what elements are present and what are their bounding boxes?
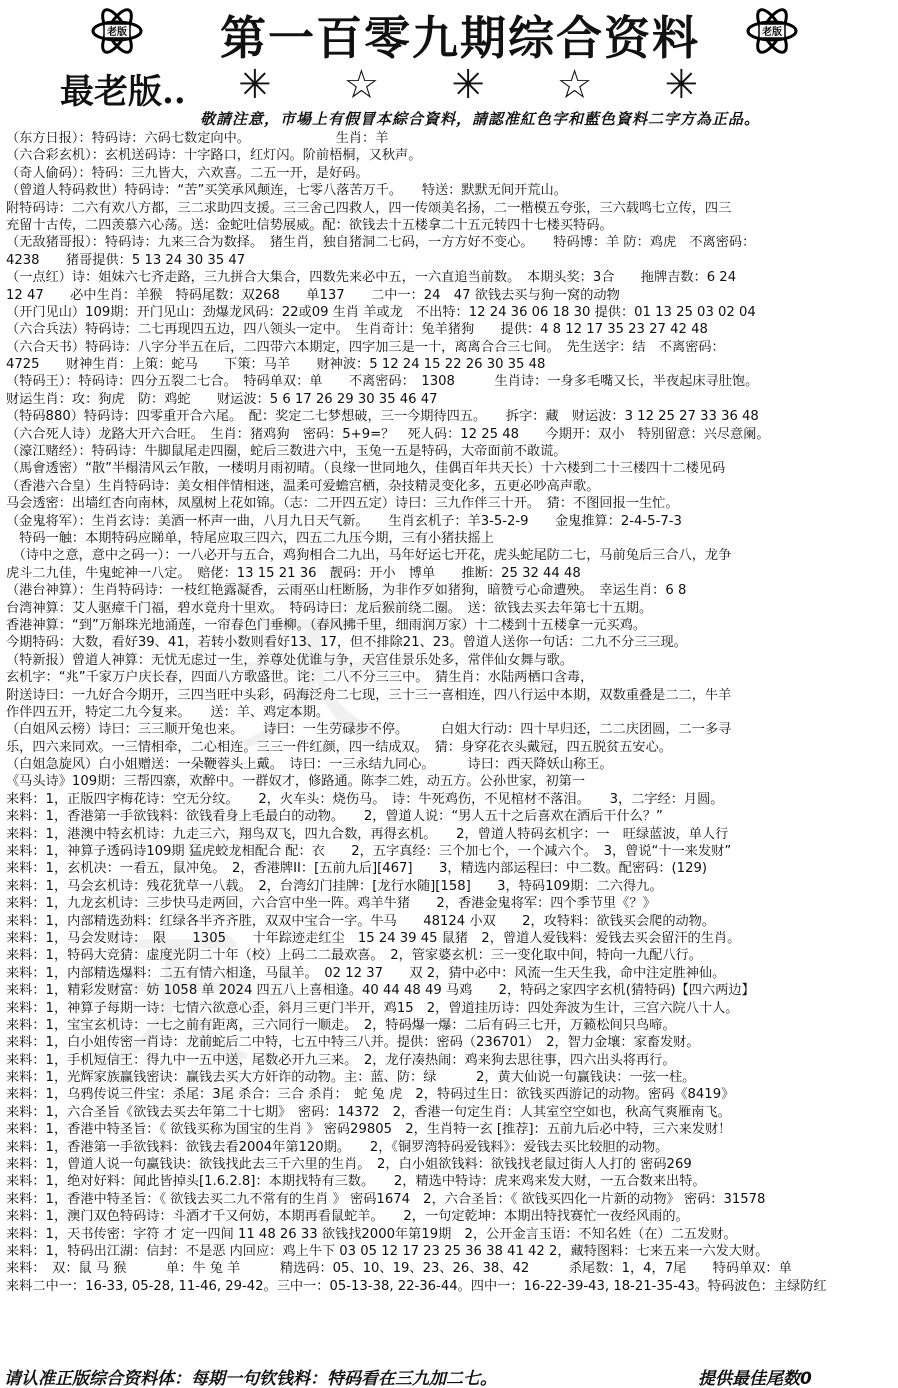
text-line: 来料：1，马会发财诗： 限 1305 十年踪迹走红尘 15 24 39 45 鼠猪 2，曾道人爱钱料：爱钱去买会留汗的生肖。 bbox=[6, 930, 741, 946]
text-line: 4238 猪哥提供：5 13 24 30 35 47 bbox=[6, 252, 246, 268]
text-line: 《马头诗》109期：三帮四寨，欢醉中。一群奴才，修路通。陈李二姓，动五方。公孙世家，初第一 bbox=[6, 774, 586, 790]
text-line: 来料：1，手机短信王：得九中一五中送，尾数必开九三来。 2，龙仔凑热闹：鸡来狗去思往事，四六出头将再行。 bbox=[6, 1052, 676, 1068]
text-line: 附送诗曰：一九好合今期开，三四当旺中头彩，码海泛舟二七现，三十三一喜相连，四八行运中本期，双数重叠是二二，牛羊 bbox=[6, 687, 732, 703]
atom-logo-icon bbox=[90, 4, 144, 58]
content-body bbox=[6, 130, 894, 1295]
text-line: 来料：1，宝宝玄机诗：一七之前有距离，三六同行一顺走。 2，特码爆一爆：二后有码三七开，万籁松间只鸟啼。 bbox=[6, 1017, 676, 1033]
star-icon: ☆ bbox=[556, 62, 593, 108]
text-line: 来料： 双：鼠 马 猴 单：牛 兔 羊 精选码：05、10、19、23、26、38、42 杀尾数：1，4，7尾 特码单双：单 bbox=[6, 1261, 792, 1277]
text-line: 来料：1，玄机决：一看五，鼠冲兔。 2，香港牌II：[五前九后][467] 3，精选内部运程曰：中二数。配密码：(129) bbox=[6, 861, 707, 877]
text-line: 来料：1，马会玄机诗：残花犹草一八载。 2，台湾幻门挂牌：[龙行水随][158] 3，特码109期：二六得九。 bbox=[6, 878, 663, 894]
text-line: 财运生肖：攻：狗虎 防：鸡蛇 财运波：5 6 17 26 29 30 35 46 47 bbox=[6, 391, 438, 407]
text-line: 特码一触：本期特码应睇单，特尾应取三四六，四五二九压今期，三有小猪扶摇上 bbox=[6, 530, 494, 546]
text-line: 来料：1，精彩发财富：妨 1058 单 2024 四五八上喜相逢。40 44 48 49 马鸡 2，特码之家四字玄机(猜特码)【四六两边】 bbox=[6, 983, 755, 999]
asterisk-icon: ✳ bbox=[451, 62, 485, 108]
text-line: （一点红）诗：姐妹六七齐走路，三九拼合大集合，四数先来必中五，一六直追当前数。 本期头奖：3合 拖牌吉数：6 24 bbox=[6, 270, 737, 286]
text-line: 来料：1，神算子每期一诗：七情六欲意心歪，斜月三更门半开，鸡15 2，曾道挂历诗：四处奔波为生计，三宫六院八十人。 bbox=[6, 1000, 739, 1016]
text-line: （濠江赌经）：特码诗：牛脚鼠尾走四圈，蛇后三数进六中，玉兔一五是特码，大帝面前不敢谎。 bbox=[6, 444, 567, 460]
text-line: 来料：1，神算子透码诗109期 猛虎蛟龙相配合 配：衣 2，五字真经：三个加七个，一个减六个。 3，曾说“十一来发财” bbox=[6, 844, 732, 860]
text-line: （诗中之意，意中之码一）：一八必开与五合，鸡狗相合二九出，马年好运七开花，虎头蛇尾防二七，马前兔后三合八，龙争 bbox=[6, 548, 732, 564]
edition-row bbox=[0, 62, 898, 112]
header bbox=[0, 0, 898, 65]
watermark: 天 bbox=[100, 913, 251, 1089]
text-line: （六合兵法）特码诗：二七再现四五边，四八领头一定中。 生肖奇计：兔羊猪狗 提供：4 8 12 17 35 23 27 42 48 bbox=[6, 322, 708, 338]
text-line: 来料：1，香港中特圣旨：《 欲钱去买二九不常有的生肖 》 密码1674 2，六合圣旨：《 欲钱买四化一片新的动物》 密码：31578 bbox=[6, 1191, 766, 1207]
text-line: 马会透密：出墙红杏向南林，凤凰树上花如锦。（志：二开四五定）诗曰：三九作伴三十开。 猜：不图回报一生忙。 bbox=[6, 496, 679, 512]
authenticity-notice: 敬請注意，市場上有假冒本綜合資料，請認准紅色字和藍色資料二字方為正品。 bbox=[200, 110, 761, 128]
footer-slogan: 请认准正版综合资料体：每期一句钦钱料：特码看在三九加二七。 bbox=[4, 1369, 497, 1388]
text-line: （东方日报）：特码诗：六码七数定向中。 生肖：羊 bbox=[6, 131, 389, 146]
text-line: 来料：1，澳门双色特码诗：斗酒才千又何妨，本期再看鼠蛇羊。 2，一句定乾坤：本期出特找赛忙一夜经风雨的。 bbox=[6, 1209, 689, 1225]
text-line: 香港神算：“到”万斛珠光地涌莲，一帘春色门垂柳。（春风拂千里，细雨润万家）十二楼到十五楼拿一元买鸡。 bbox=[6, 617, 647, 633]
text-line: 来料：1，绝对好料：闻此皆掉头[1.6.2.8]：本期找特有三数。 2，精选中特诗：虎来鸡来发大财，一五合数来出特。 bbox=[6, 1174, 706, 1190]
text-line: （香港六合皇）生肖特码诗：美女相伴情相迷，温柔可爱蟾宫栖，杂技精灵变化多，五更必吵高声歌。 bbox=[6, 478, 600, 494]
svg-text:老版: 老版 bbox=[107, 27, 127, 38]
text-line: 来料：1，曾道人说一句赢钱诀：欲钱找此去三千六里的生肖。 2，白小姐欲钱料：欲钱找老鼠过街人人打的 密码269 bbox=[6, 1157, 692, 1173]
text-line: （馬會透密）“散”半榻清风云乍散，一楼明月雨初晴。（良缘一世同地久，佳偶百年共天长）十六楼到二十三楼四十二楼见码 bbox=[6, 461, 726, 477]
text-line: 台湾神算：艾人驱瘴千门福，碧水竟舟十里欢。 特码诗曰：龙后猴前绕二圈。 送：欲钱去买去年第七十五期。 bbox=[6, 600, 653, 616]
text-line: （开门见山）109期：开门见山：劲爆龙风码：22或09 生肖 羊或龙 不出特：12 24 36 06 18 30 提供：01 13 25 03 02 04 bbox=[6, 304, 756, 320]
text-line: （无敌猪哥报）：特码诗：九来三合为数择。 猪生肖，独自猪洞二七码，一方方好不变心。 特码博：羊 防：鸡虎 不离密码： bbox=[6, 235, 756, 251]
text-line: （特码880）特码诗：四零重开合六尾。 配：奖定二七梦想破，三一今期待四五。 拆字：藏 财运波：3 12 25 27 33 36 48 bbox=[6, 409, 759, 425]
text-line: 12 47 必中生肖：羊猴 特码尾数：双268 单137 二中一：24 47 欲钱去买与狗一窝的动物 bbox=[6, 287, 620, 303]
footer bbox=[4, 1364, 894, 1388]
text-line: 来料：1，香港中特圣旨：《 欲钱买称为国宝的生肖 》 密码29805 2，生肖特一玄 [推荐]：五前九后必中特，三六来发财！ bbox=[6, 1122, 732, 1138]
text-line: 来料：1，六合圣旨《欲钱去买去年第二十七期》 密码：14372 2，香港一句定生肖：人其室空空如也，秋高气爽雁南飞。 bbox=[6, 1104, 731, 1120]
text-line: 来料：1，内部精选爆料：二五有情六相逢，马鼠羊。 02 12 37 双 2，猜中必中：风流一生天生我，命中注定胜神仙。 bbox=[6, 965, 726, 981]
text-line: （六合死人诗）龙路大开六合旺。 生肖：猪鸡狗 密码：5+9=？ 死人码：12 25 48 今期开：双小 特别留意：兴尽意阑。 bbox=[6, 426, 770, 442]
svg-text:老版: 老版 bbox=[762, 27, 782, 38]
star-row bbox=[238, 62, 698, 108]
text-line: （港台神算）：生肖特码诗：一枝红艳露凝香，云雨巫山枉断肠，为非作歹如猪狗，暗赞亏心命遭殃。 幸运生肖：6 8 bbox=[6, 583, 687, 599]
edition-label: 最老版.. bbox=[60, 72, 186, 112]
star-icon: ☆ bbox=[343, 62, 380, 108]
text-line: 4725 财神生肖：上策：蛇马 下策：马羊 财神波：5 12 24 15 22 26 30 35 48 bbox=[6, 357, 546, 373]
text-line: （白姐急旋风）白小姐赠送：一朵鞭蓉头上戴。 诗曰：一三永结九同心。 诗曰：西天降妖山称王。 bbox=[6, 757, 613, 773]
text-line: 玄机字：“兆”千家万户庆长春，四面八方歌盛世。诧：二八不分三三中。 猜生肖：水陆两栖口含毒， bbox=[6, 670, 594, 686]
text-line: 今期特码：大数，看好39、41，若转小数则看好13、17，但不排除21、23。曾道人送你一句话：二九不分三三现。 bbox=[6, 635, 687, 651]
text-line: 来料：1，香港第一手欲钱料：欲钱看身上毛最白的动物。 2，曾道人说：“男人五十之后喜欢在酒后干什么？” bbox=[6, 809, 663, 825]
text-line: 作伴四五开，特定二九今复来。 送：羊、鸡定本期。 bbox=[6, 704, 330, 720]
text-line: 来料：1，正版四字梅花诗：空无分纹。 2，火车头：烧伤马。 诗：牛死鸡伤，不见棺材不落泪。 3，二字经：月圆。 bbox=[6, 791, 724, 807]
text-line: （奇人偷码）：特码：三九皆大，六欢喜。二五一开，是好码。 bbox=[6, 165, 369, 181]
text-line: 来料：1，光辉家族赢钱密诀：赢钱去买大方奸诈的动物。主：蓝、防：绿 2，黄大仙说一句赢钱诀：一弦一柱。 bbox=[6, 1070, 696, 1086]
text-line: 来料：1，香港第一手欲钱料：欲钱去看2004年第120期。 2，《铜罗湾特码爱钱料》：爱钱去买比较胆的动物。 bbox=[6, 1139, 669, 1155]
text-line: （六合天书）特码诗：八字分半五在后，二四带六本期定，四字加三是一十，离离合合三七间。 先生送字：结 不离密码： bbox=[6, 339, 725, 355]
text-line: 充留十古传，二四羡慕六心荡。送：金蛇吐信势展威。配：欲钱去十五楼拿二十五元转四十七楼买特码。 bbox=[6, 217, 613, 233]
text-line: 来料：1，天书传密：字符 才 定一四间 11 48 26 33 欲钱找2000年第19期 2，公开金言玉语：不知名姓（在）二五发财。 bbox=[6, 1226, 737, 1242]
text-line: （金鬼将军）：生肖玄诗：美酒一杯声一曲，八月九日天气新。 生肖玄机子：羊3-5-2-9 金鬼推算：2-4-5-7-3 bbox=[6, 513, 682, 529]
asterisk-icon: ✳ bbox=[664, 62, 698, 108]
text-line: 附特码诗：二六有欢八方都，三二求助四支援。三三舍己四救人，四一传颂美名扬，二一楷模五夸张，三六载鸣七立传，四三 bbox=[6, 200, 732, 216]
text-line: （六合彩玄机）：玄机送码诗：十字路口，红灯闪。阶前梧桐，又秋声。 bbox=[6, 148, 422, 164]
text-line: 来料：1，白小姐传密一肖诗：龙前蛇后二中特，七五中特三八并。提供：密码（236701） 2，智力金壤：家畜发财。 bbox=[6, 1035, 700, 1051]
text-line: 来料：1，内部精选劲料：红绿各半齐齐胜，双双中宝合一字。牛马 48124 小双 2，攻特料：欲钱买会爬的动物。 bbox=[6, 913, 716, 929]
atom-logo-icon bbox=[745, 4, 799, 58]
page-title: 第一百零九期综合资料 bbox=[220, 11, 700, 65]
text-line: 来料：1，特码大竞猜：虚度光阴二十年（校）上码二二最欢喜。 2，管家婆玄机：三一变化取中间，特向一九配八行。 bbox=[6, 948, 702, 964]
text-line: 来料二中一：16-33, 05-28, 11-46, 29-42。三中一：05-13-38, 22-36-44。四中一：16-22-39-43, 18-21-35-43。特码波色：主绿防红 bbox=[6, 1278, 827, 1294]
footer-tail-number: 提供最佳尾数0 bbox=[698, 1369, 812, 1388]
text-line: 乐，四六来同欢。一三情相牵，二心相连。三三一件红颜，四一结成双。 猜：身穿花衣头戴冠，四五脱贫五安心。 bbox=[6, 739, 672, 755]
text-line: （曾道人特码救世）特码诗：“苦”买笑承风颠连，七零八落苦万千。 特送：默默无间开荒山。 bbox=[6, 183, 567, 199]
text-line: 来料：1，港澳中特玄机诗：九走三六，翔鸟双飞，四九合数，再得玄机。 2，曾道人特码玄机字：一 旺绿蓝波，单人行 bbox=[6, 826, 729, 842]
asterisk-icon: ✳ bbox=[238, 62, 272, 108]
text-line: 来料：1，乌鸦传说三件宝：杀尾：3尾 杀合：三合 杀肖： 蛇 兔 虎 2，特码过生日：欲钱买西游记的动物。密码《8419》 bbox=[6, 1087, 735, 1103]
text-line: （特码王）：特码诗：四分五裂二七合。 特码单双：单 不离密码： 1308 生肖诗：一身多毛嘴又长，半夜起床寻肚饱。 bbox=[6, 374, 759, 390]
text-line: 虎斗二九佳，牛鬼蛇神一八定。 赔佬：13 15 21 36 靓码：开小 博单 推断：25 32 44 48 bbox=[6, 565, 581, 581]
text-line: 来料：1，特码出江湖：信封：不是恶 内回应：鸡上牛下 03 05 12 17 23 25 36 38 41 42 2，藏特图料：七来五来一六发大财。 bbox=[6, 1244, 769, 1259]
text-line: （白姐风云榜）诗曰：三三顺开兔也来。 诗曰：一生劳碌步不停。 白姐大行动：四十早归还，二二庆团圆，二一多寻 bbox=[6, 722, 732, 738]
text-line: （特新报）曾道人神算：无忧无虑过一生，养尊处优谁与争，天宫佳景乐处多，常伴仙女舞与歌。 bbox=[6, 652, 574, 668]
text-line: 来料：1，九龙玄机诗：三步快马走两回，六合宫中坐一阵。鸡羊牛猪 2，香港金鬼将军：四个季节里《？》 bbox=[6, 896, 656, 912]
watermark: 天 bbox=[240, 593, 391, 769]
